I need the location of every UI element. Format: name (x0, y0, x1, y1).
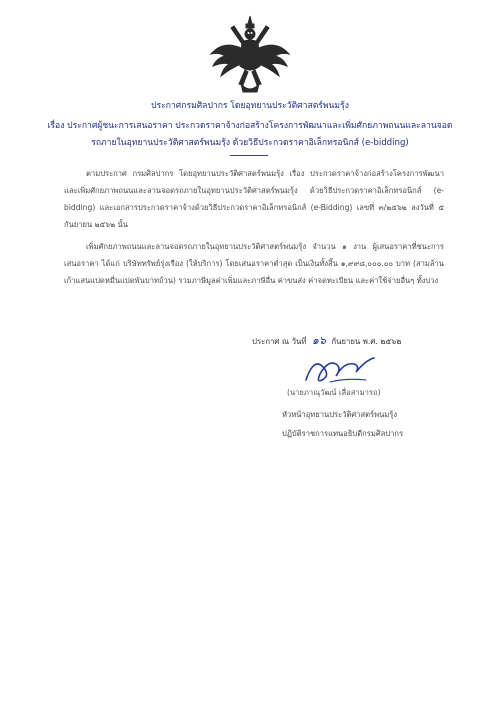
signatory-position: หัวหน้าอุทยานประวัติศาสตร์พนมรุ้ง (282, 410, 398, 419)
separator-line (230, 155, 268, 156)
issuer-line: ประกาศกรมศิลปากร โดยอุทยานประวัติศาสตร์พนมรุ้ง (151, 101, 349, 111)
handwritten-signature (300, 350, 380, 388)
announcement-date (252, 331, 401, 349)
subject-line-continued: รถภายในอุทยานประวัติศาสตร์พนมรุ้ง ด้วยวิธีประกวดราคาอิเล็กทรอนิกส์ (e-bidding) (91, 138, 409, 148)
date-day: ๑๖ (311, 334, 326, 347)
signatory-authority: ปฏิบัติราชการแทนอธิบดีกรมศิลปากร (282, 429, 404, 438)
date-prefix: ประกาศ ณ วันที่ (252, 337, 307, 346)
body-paragraph-winner: เพิ่มศักยภาพถนนและลานจอดรถภายในอุทยานประวัติศาสตร์พนมรุ้ง จำนวน ๑ งาน ผู้เสนอราคาที่ชนะการเสนอราคา ได้แก่ บริษัททรัพย์รุ่งเรือง (ให้บริการ) โดยเสนอราคาต่ำสุด เป็นเงินทั้งสิ้น ๑,๙๙๘,๐๐๐.๐๐ บาท (สามล้านเก้าแสนแปดหมื่นแปดพันบาทถ้วน) รวมภาษีมูลค่าเพิ่มและภาษีอื่น ค่าขนส่ง ค่าจดทะเบียน และค่าใช้จ่ายอื่นๆ ทั้งปวง (64, 242, 444, 285)
garuda-emblem-icon (205, 14, 295, 96)
signatory-name: (นายภาณุวัฒน์ เลื่อสามารถ) (287, 388, 381, 397)
body-paragraph-reference: ตามประกาศ กรมศิลปากร โดยอุทยานประวัติศาสตร์พนมรุ้ง เรื่อง ประกวดราคาจ้างก่อสร้างโครงการพัฒนาและเพิ่มศักยภาพถนนและลานจอดรถภายในอุทยานประวัติศาสตร์พนมรุ้ง ด้วยวิธีประกวดราคาอิเล็กทรอนิกส์ (e-bidding) และเอกสารประกวดราคาจ้างด้วยวิธีประกวดราคาอิเล็กทรอนิกส์ (e-Bidding) เลขที่ ๓/๒๕๖๒ ลงวันที่ ๕ กันยายน ๒๕๖๒ นั้น (64, 169, 444, 229)
subject-line: เรื่อง ประกาศผู้ชนะการเสนอราคา ประกวดราคาจ้างก่อสร้างโครงการพัฒนาและเพิ่มศักยภาพถนนและลานจอด (47, 121, 453, 131)
date-suffix: กันยายน พ.ศ. ๒๕๖๒ (331, 337, 402, 346)
